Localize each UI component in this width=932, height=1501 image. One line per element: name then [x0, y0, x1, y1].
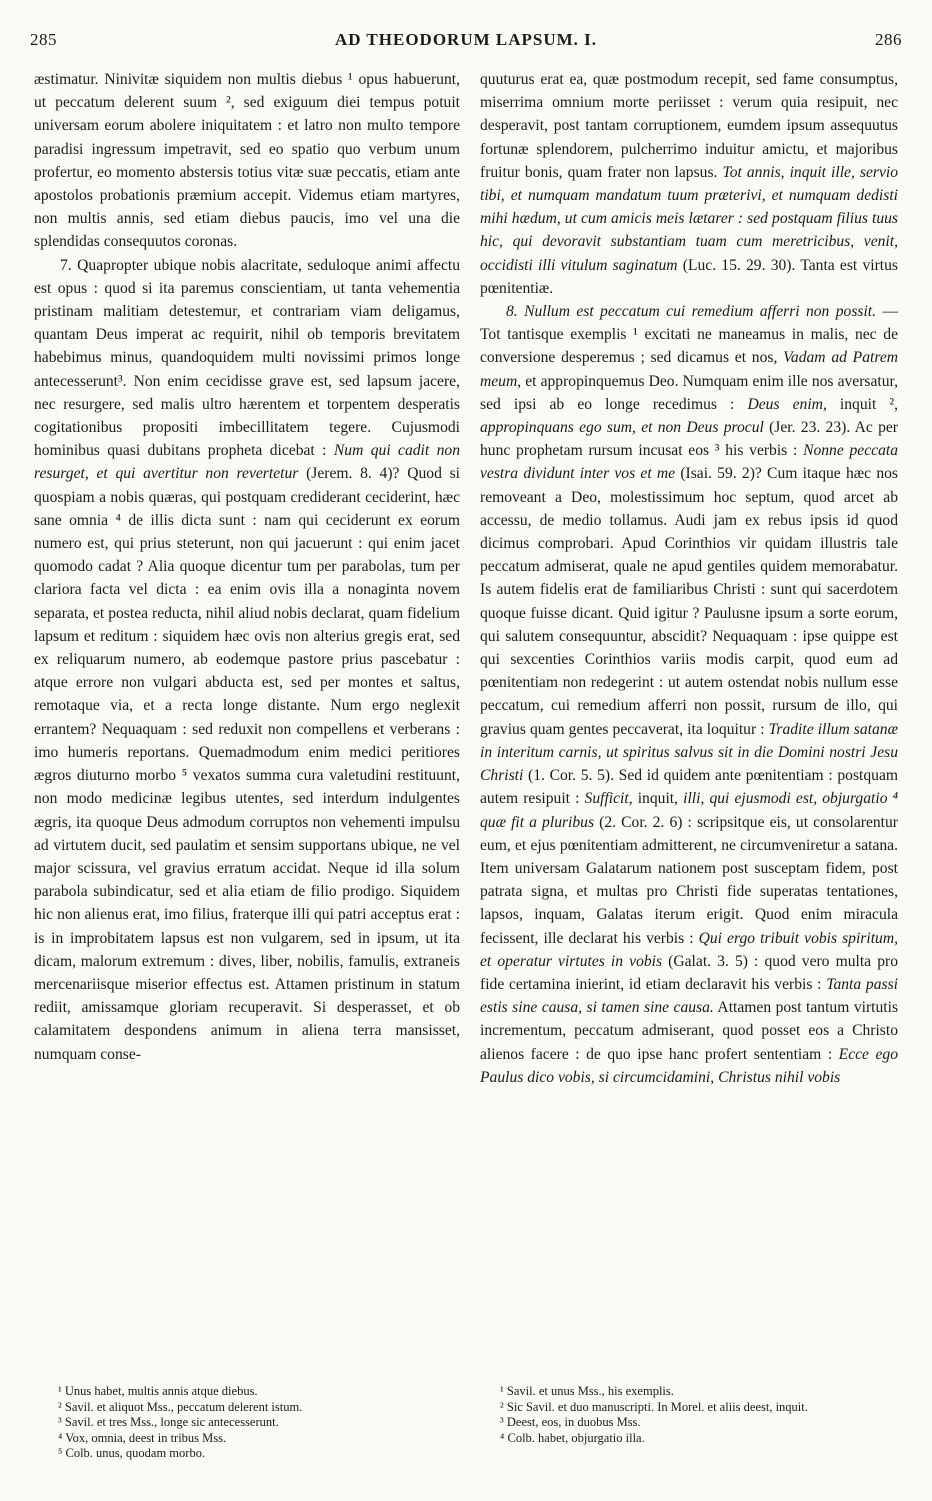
quote: Tradite illum satanæ in interitum carnis, ut spiritus salvus sit in die Domini nostri Jesu Christi [480, 720, 898, 785]
footnote: ⁵ Colb. unus, quodam morbo. [58, 1446, 206, 1460]
footnote: ⁴ Vox, omnia, deest in tribus Mss. [58, 1430, 227, 1445]
page-number-left: 285 [30, 30, 57, 49]
text-run: 7. Quapropter ubique nobis alacritate, seduloque animi affectu est opus : quod si ita paremus conscientiam, ut tanta vehementia pristinam malitiam detestemur, et contrariam viam deligamus, quantam Deus imperat ac requirit, nihil ob temporis brevitatem habebimus minus, quandoquidem multi novissimi primos longe antecesserunt³. Non enim cecidisse grave est, sed lapsum jacere, nec resurgere, sed malis ultro hærentem et torpentem desperatis cogitationibus propositi imbecillitatem tegere. Cujusmodi hominibus quasi dubitans propheta dicebat : [34, 256, 460, 460]
text-run: , inquit, [628, 790, 684, 808]
text-run: (2. Cor. 2. 6) : scripsitque eis, ut consolarentur eum, et ejus pœnitentiam admitterent, ne circumveniretur a satana. Item universam Galatarum nationem post susceptam fidem, post patrata signa, et multas pro Christi fide superatas tentationes, lapsos, inquam, Galatas iterum erigit. Quod enim miracula fecissent, ille declarat his verbis : [480, 813, 898, 947]
quote: Tanta passi estis sine causa, si tamen sine causa. [480, 975, 898, 1017]
footnote: ² Sic Savil. et duo manuscripti. In Morel. et aliis deest, inquit. [500, 1399, 808, 1414]
text-run: , inquit ², [822, 395, 898, 413]
footnote: ³ Savil. et tres Mss., longe sic antecesserunt. [58, 1415, 279, 1429]
text-run: Attamen post tantum virtutis incrementum, peccatum admiserant, quod posset eos a Christo alienos facere : de quo ipse hanc profert sententiam : [480, 999, 899, 1063]
paragraph-7 [34, 254, 460, 1066]
text-run: (Jerem. 8. 4)? Quod si quospiam a nobis quæras, qui postquam crediderant ceciderint, hæc sane omnia ⁴ de illis dicta sunt : nam qui ceciderunt ex eorum numero est, qui prius steterunt, non qui jacuerunt : qui enim jacet quomodo cadat ? Alia quoque dicentur tum per parabolas, tum per clariora facta vel dicta : ea enim ovis illa a nonaginta novem separata, et postea reducta, nihil aliud nobis declarat, quam fidelium lapsum et reditum : siquidem hæc ovis non alterius gregis erat, sed ex reliquarum numero, ab eodemque pastore prius pascebatur : atque errore non vulgari abducta est, sed per montes et saltus, remotaque via, et a recta longe distante. Num ergo neglexit errantem? Nequaquam : sed reduxit non compellens et verberans : imo humeris reportans. Quemadmodum enim medici peritiores ægros diuturno morbo ⁵ vexatos summa cura valetudini restituunt, non modo medicinæ legibus utentes, sed interdum indulgentes ægris, ita quoque Deus admodum corruptos non vehementi impulsu ad virtutem ducit, sed paulatim et sensim supportans ubique, ne vel major scissura, vel gravius erratum accidat. Neque id illa solum parabola subindicatur, sed et alia etiam de filio prodigo. Siquidem hic non alienus erat, imo filius, fraterque illi qui patri acceptus erat : is in improbitatem lapsus est non vulgarem, sed in ipsum, ut ita dicam, malorum extremum : dives, liber, nobilis, famulis, extraneis mercenariisque miserior effectus est. Attamen pristinum in statum rediit, amissamque gloriam recuperavit. Si desperasset, et ob calamitatem despondens animum in aliena terra mansisset, numquam conse- [34, 465, 460, 1063]
quote: Ecce ego Paulus dico vobis, si circumcidamini, Christus nihil vobis [480, 1045, 898, 1086]
right-column [480, 68, 898, 1089]
paragraph-8 [480, 300, 898, 1089]
quote: Deus enim [747, 395, 823, 413]
text-run: — Tot tantisque exemplis ¹ excitati ne maneamus in malis, nec de conversione desperemus ; sed dicamus et nos, [480, 303, 898, 367]
quote: Sufficit [584, 790, 629, 808]
footnote: ⁴ Colb. habet, objurgatio illa. [500, 1430, 645, 1445]
quote: Num qui cadit non resurget, et qui avertitur non revertetur [34, 442, 461, 483]
quote: illi, qui ejusmodi est, objurgatio ⁴ quæ fit a pluribus [480, 790, 899, 831]
text-run: quuturus erat ea, quæ postmodum recepit, sed fame consumptus, miserrima omnium morte periisset : verum quia resipuit, nec desperavit, post tantam corruptionem, eumdem ipsum assequutus fortunæ splendorem, pulcherrimo induitur amictu, et majoribus fruitur bonis, quam frater non lapsus. [480, 71, 898, 181]
running-title: AD THEODORUM LAPSUM. I. [334, 30, 598, 49]
footnote: ¹ Savil. et unus Mss., his exemplis. [500, 1384, 674, 1398]
quote: Tot annis, inquit ille, servio tibi, et numquam mandatum tuum præterivi, et numquam dedisti mihi hædum, ut cum amicis meis lætarer : sed postquam filius tuus hic, qui devoravit substantiam tuam cum meretricibus, venit, occidisti illi vitulum saginatum [480, 163, 898, 274]
paragraph: æstimatur. Ninivitæ siquidem non multis diebus ¹ opus habuerunt, ut peccatum delerent suum ², sed exiguum diei tempus potuit universam eorum abolere iniquitatem : et latro non multo tempore paradisi ingressum impetravit, sed eo spatio quo verbum unum profertur, eo momento abstersis totius vitæ suæ peccatis, etiam ante apostolos probationis præmium accepit. Videmus etiam martyres, non multis annis, sed etiam diebus paucis, imo vel una die splendidas consequutos coronas. [34, 71, 460, 251]
quote: Nonne peccata vestra dividunt inter vos et me [480, 442, 898, 483]
left-column [34, 68, 460, 1066]
text-run: (Jer. 23. 23). Ac per hunc prophetam rursum incusat eos ³ his verbis : [480, 419, 898, 460]
quote: Qui ergo tribuit vobis spiritum, et operatur virtutes in vobis [480, 929, 898, 970]
footnotes-left [58, 1384, 478, 1462]
quote: appropinquans ego sum, et non Deus procul [480, 419, 764, 437]
footnote: ² Savil. et aliquot Mss., peccatum delerent istum. [58, 1399, 303, 1414]
text-run: (Galat. 3. 5) : quod vero multa pro fide certamina inierint, id etiam declaravit his verbis : [480, 952, 898, 993]
page-header [30, 30, 902, 54]
quote: Vadam ad Patrem meum [480, 349, 898, 390]
text-run: (Luc. 15. 29. 30). Tanta est virtus pœnitentiæ. [480, 256, 898, 297]
footnote: ³ Deest, eos, in duobus Mss. [500, 1415, 641, 1429]
paragraph [480, 68, 898, 300]
text-run: (1. Cor. 5. 5). Sed id quidem ante pœnitentiam : postquam autem resipuit : [480, 767, 898, 808]
footnote: ¹ Unus habet, multis annis atque diebus. [58, 1384, 258, 1398]
text-run: , et appropinquemus Deo. Numquam enim ille nos aversatur, sed ipsi ab eo longe recedimus : [480, 372, 898, 413]
page-number-right: 286 [875, 30, 902, 49]
text-run: (Isai. 59. 2)? Cum itaque hæc nos removeant a Deo, molestissimum hoc septum, quod arcet ab accessu, de medio tollamus. Audi jam ex rebus ipsis id quod dicimus comprobari. Apud Corinthios vir quidam illustris tale peccatum admiserat, quale ne apud gentiles quidem memorabatur. Is autem fidelis erat de familiaribus Christi : sunt qui sacerdotem quoque fuisse dicant. Quid igitur ? Paulusne ipsum a sorte eorum, qui salutem consequuntur, abscidit? Nequaquam : ipse quippe est qui sexcenties Corinthios variis modis carpit, quod eum ad pœnitentiam non redegerint : ut autem ostendat nobis nullum esse peccatum, cui remedium afferri non possit, rursum de illo, qui gravius quam gentes peccaverat, ita loquitur : [480, 465, 898, 738]
section-heading: 8. Nullum est peccatum cui remedium afferri non possit. [506, 303, 877, 321]
footnotes-right [500, 1384, 900, 1446]
